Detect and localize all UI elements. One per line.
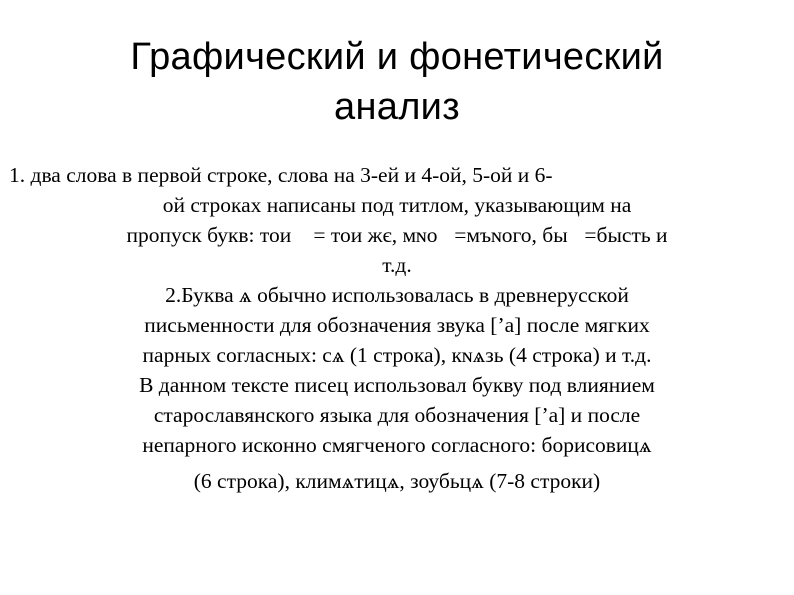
body-line-6: письменности для обозначения звука [’а] после мягких: [144, 313, 650, 337]
body-line-11: (6 строка), климѧтицѧ, зоубьцѧ (7-8 строки): [193, 469, 601, 493]
body-line-8: В данном тексте писец использовал букву под влиянием: [139, 373, 655, 397]
body-line-1: 1. два слова в первой строке, слова на 3-ей и 4-ой, 5-ой и 6-: [9, 163, 553, 187]
slide-body: [0, 160, 794, 496]
body-line-5: 2.Буква ѧ обычно использовалась в древнерусской: [165, 283, 629, 307]
title-line-1: Графический и фонетический: [130, 36, 664, 78]
body-line-7: парных согласных: сѧ (1 строка), кɴѧзь (4 строка) и т.д.: [142, 343, 652, 367]
body-line-2: ой строках написаны под титлом, указывающим на: [162, 193, 632, 217]
body-line-3: пропуск букв: тоиᷖ = тои жє, мɴоᷢ=мъɴого, быᷣ=бысть и: [126, 223, 668, 247]
slide-title: [60, 32, 734, 132]
body-line-9: старославянского языка для обозначения [’а] и после: [153, 403, 641, 427]
body-line-4: т.д.: [382, 253, 412, 277]
body-line-10: непарного исконно смягченого согласного: борисовицѧ: [142, 433, 652, 457]
title-line-2: анализ: [334, 86, 460, 128]
